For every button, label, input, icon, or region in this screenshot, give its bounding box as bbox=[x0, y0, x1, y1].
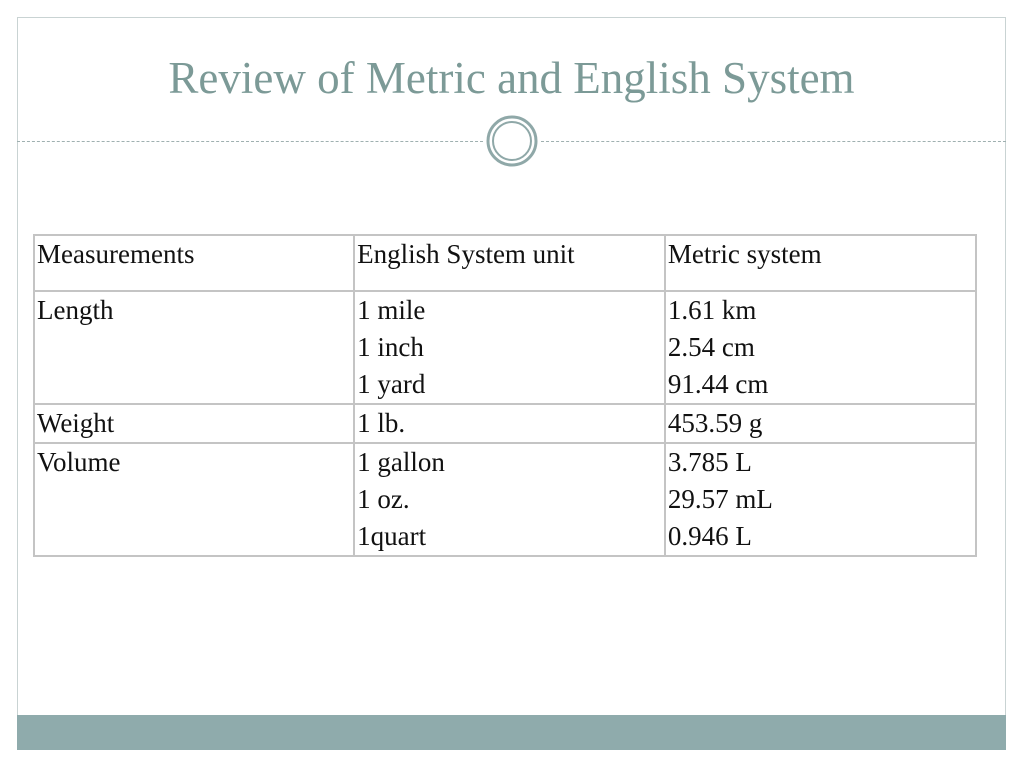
english-unit: 1 yard bbox=[357, 369, 426, 399]
metric-value: 2.54 cm bbox=[667, 332, 755, 362]
title-divider-left bbox=[17, 141, 483, 142]
title-divider-right bbox=[541, 141, 1006, 142]
header-metric-system: Metric system bbox=[665, 235, 976, 291]
table-row-weight bbox=[34, 404, 976, 443]
english-unit: 1 gallon bbox=[357, 447, 445, 477]
metric-value: 1.61 km bbox=[667, 295, 757, 325]
table-header-row bbox=[34, 235, 976, 291]
measurement-label: Volume bbox=[37, 447, 121, 477]
english-unit: 1 lb. bbox=[357, 408, 406, 438]
cell-english bbox=[354, 404, 665, 443]
cell-metric bbox=[665, 291, 976, 404]
table-row-volume bbox=[34, 443, 976, 556]
circle-ornament-icon bbox=[485, 114, 539, 168]
metric-value: 91.44 cm bbox=[667, 369, 769, 399]
units-table bbox=[33, 234, 977, 557]
table-row-length bbox=[34, 291, 976, 404]
cell-english bbox=[354, 443, 665, 556]
header-english-unit: English System unit bbox=[354, 235, 665, 291]
measurement-label: Length bbox=[37, 295, 114, 325]
cell-metric bbox=[665, 404, 976, 443]
cell-english bbox=[354, 291, 665, 404]
footer-bar bbox=[17, 715, 1006, 750]
measurement-label: Weight bbox=[37, 408, 115, 438]
cell-measurement bbox=[34, 404, 354, 443]
metric-value: 0.946 L bbox=[667, 521, 752, 551]
header-measurements: Measurements bbox=[34, 235, 354, 291]
cell-measurement bbox=[34, 291, 354, 404]
english-unit: 1quart bbox=[357, 521, 427, 551]
cell-measurement bbox=[34, 443, 354, 556]
english-unit: 1 oz. bbox=[357, 484, 410, 514]
metric-value: 453.59 g bbox=[667, 408, 763, 438]
slide-title: Review of Metric and English System bbox=[168, 53, 855, 103]
metric-value: 29.57 mL bbox=[667, 484, 773, 514]
english-unit: 1 inch bbox=[357, 332, 424, 362]
cell-metric bbox=[665, 443, 976, 556]
metric-value: 3.785 L bbox=[667, 447, 752, 477]
english-unit: 1 mile bbox=[357, 295, 426, 325]
